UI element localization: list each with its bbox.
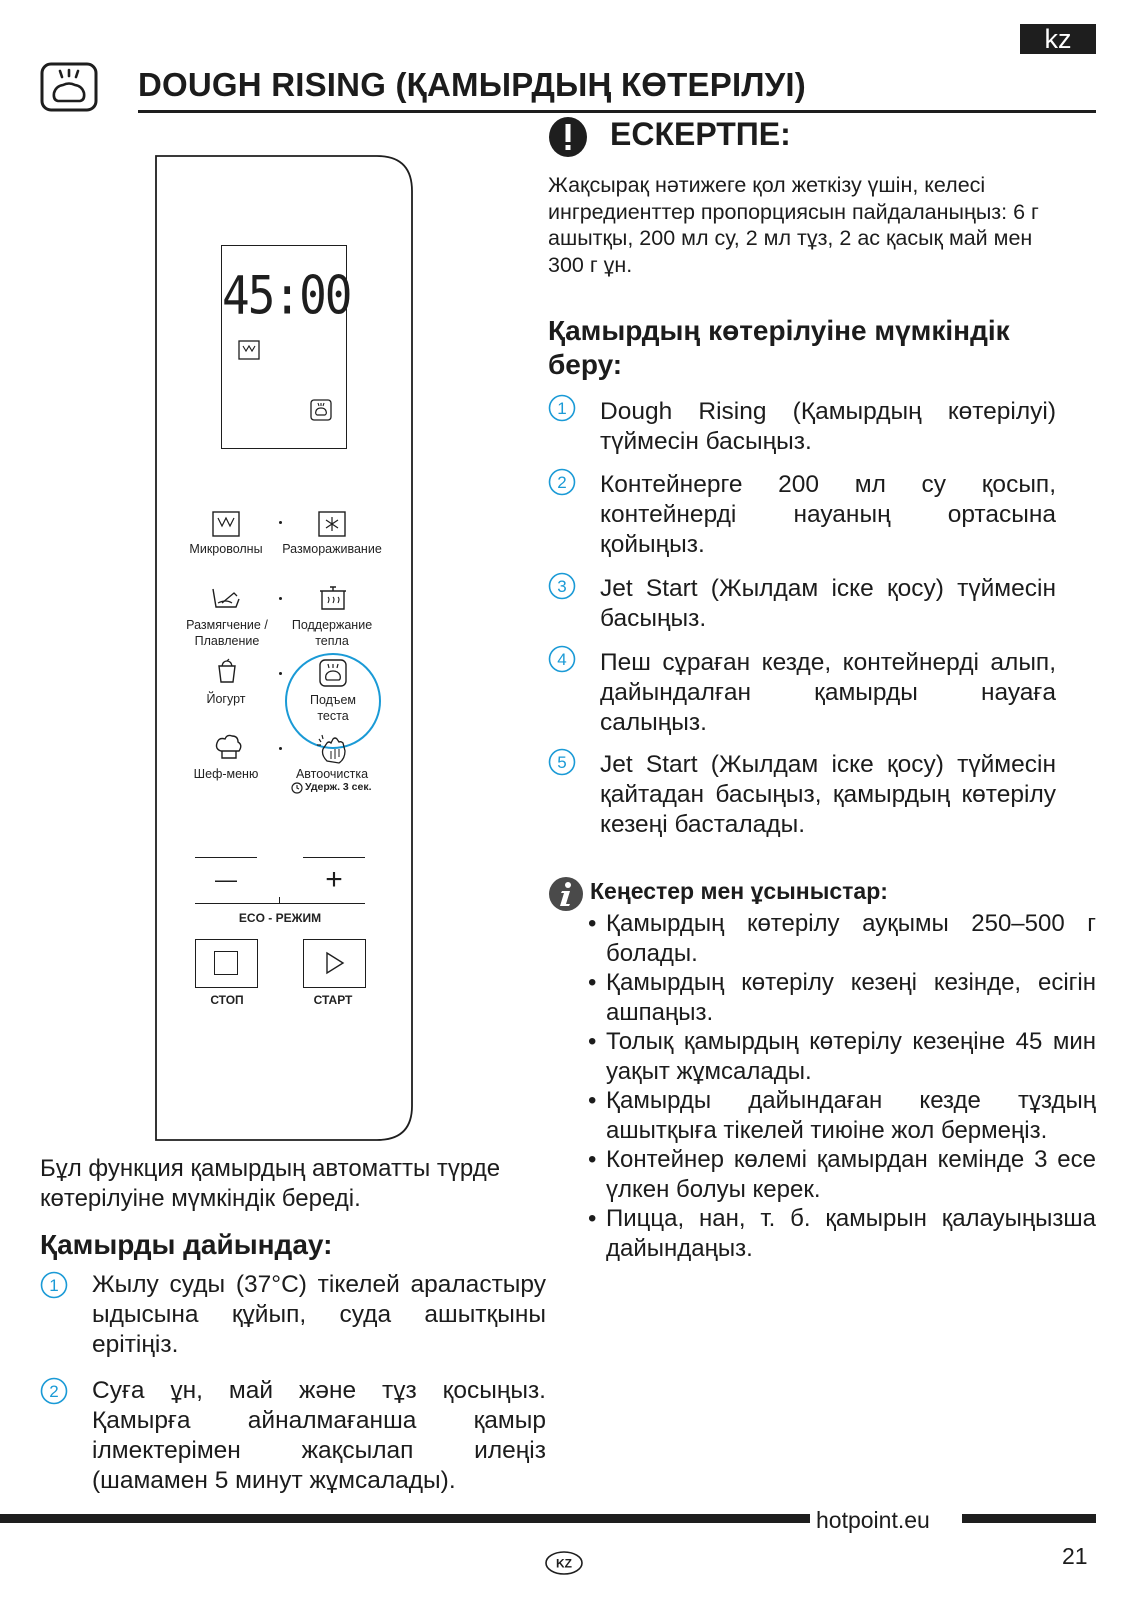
enable-step-5: Jet Start (Жылдам іске қосу) түймесін қайтадан басыңыз, қамырдың көтерілу кезеңі басталады. — [600, 751, 1056, 838]
step-number-1-icon — [548, 394, 576, 422]
step-number-text: 1 — [557, 399, 567, 418]
dough-rising-label-line1: Подъем — [309, 693, 357, 707]
soften-label — [169, 617, 285, 649]
tips-list — [588, 909, 1096, 1263]
exclamation-icon — [548, 116, 588, 158]
chef-hat-icon — [213, 733, 243, 763]
defrost-label: Размораживание — [282, 542, 382, 556]
tip-item: • Қамырды дайындаған кезде тұздың ашытқыға тікелей тиюіне жол бермеңіз. — [588, 1086, 1096, 1145]
separator-dot — [279, 597, 282, 600]
stop-square-icon — [214, 951, 238, 975]
keep-warm-label-line2: тепла — [315, 634, 349, 648]
step-number-text: 5 — [557, 753, 567, 772]
autoclean-label: Автоочистка — [295, 767, 369, 781]
kz-logo — [544, 1550, 584, 1576]
minus-button: — — [215, 867, 237, 892]
enable-step-4: Пеш сұраған кезде, контейнерді алып, дайындалған қамырды науаға салыңыз. — [600, 649, 1056, 736]
soften-label-line2: Плавление — [194, 634, 260, 648]
tips-title: Кеңестер мен ұсыныстар: — [590, 878, 888, 904]
footer-bar-left — [0, 1514, 810, 1523]
dough-mode-icon — [310, 399, 332, 421]
enable-heading: Қамырдың көтерілуіне мүмкіндік беру: — [548, 315, 1010, 380]
tip-item: • Қамырдың көтерілу кезеңі кезінде, есігін ашпаңыз. — [588, 968, 1096, 1027]
hold-clock-icon — [291, 782, 303, 794]
enable-step-2: Контейнерге 200 мл су қосып, контейнерді науаның ортасына қойыңыз. — [600, 471, 1056, 558]
prepare-step-1: Жылу суды (37°C) тікелей араластыру ыдысына құйып, суда ашытқыны ерітіңіз. — [92, 1271, 546, 1358]
hold-3sec-label: Удерж. 3 сек. — [305, 781, 372, 793]
footer-url: hotpoint.eu — [816, 1507, 930, 1533]
tip-item: • Пицца, нан, т. б. қамырын қалауыңызша дайындаңыз. — [588, 1204, 1096, 1263]
step-number-2-icon — [548, 468, 576, 496]
step-number-text: 1 — [49, 1276, 59, 1295]
title-rule — [138, 110, 1096, 113]
autoclean-icon — [315, 733, 351, 765]
step-number-text: 3 — [557, 577, 567, 596]
keep-warm-icon — [318, 583, 348, 611]
warning-title: ЕСКЕРТПЕ: — [610, 116, 791, 152]
step-number-3-icon — [548, 572, 576, 600]
start-button — [303, 939, 366, 988]
tip-item: • Контейнер көлемі қамырдан кемінде 3 есе үлкен болуы керек. — [588, 1145, 1096, 1204]
page-number: 21 — [1062, 1543, 1088, 1569]
display-timer: 45:00 — [222, 263, 351, 327]
keep-warm-label-line1: Поддержание — [291, 618, 373, 632]
minus-top-line — [195, 857, 257, 858]
footer-bar-right — [962, 1514, 1096, 1523]
stop-label: СТОП — [210, 993, 244, 1007]
eco-mode-label: ECO - РЕЖИМ — [238, 911, 322, 925]
kz-logo-text: KZ — [556, 1556, 572, 1571]
separator-dot — [279, 672, 282, 675]
info-icon — [548, 876, 584, 912]
soften-label-line1: Размягчение / — [186, 618, 268, 632]
defrost-icon — [318, 511, 346, 537]
tip-item: • Қамырдың көтерілу ауқымы 250–500 г болады. — [588, 909, 1096, 968]
dough-rising-label-line2: теста — [317, 709, 349, 723]
yogurt-icon — [215, 658, 239, 684]
separator-dot — [279, 521, 282, 524]
step-number-4-icon — [548, 645, 576, 673]
page-title: DOUGH RISING (ҚАМЫРДЫҢ КӨТЕРІЛУІ) — [138, 66, 806, 103]
step-number-text: 2 — [49, 1382, 59, 1401]
keep-warm-label — [273, 617, 391, 649]
microwave-icon — [212, 511, 240, 537]
prepare-step-2: Суға ұн, май және тұз қосыңыз. Қамырға айналмағанша қамыр ілмектерімен жақсылап илеңіз (шамамен 5 минут жұмсалады). — [92, 1377, 546, 1494]
yogurt-label: Йогурт — [206, 692, 246, 706]
language-tab: kz — [1020, 24, 1096, 54]
chef-menu-label: Шеф-меню — [193, 767, 259, 781]
prepare-heading: Қамырды дайындау: — [40, 1229, 333, 1260]
play-icon — [325, 951, 345, 975]
dough-rising-icon — [40, 62, 98, 112]
separator-dot — [279, 747, 282, 750]
step-number-text: 2 — [557, 473, 567, 492]
step-number-text: 4 — [557, 650, 567, 669]
microwave-mode-icon — [238, 340, 260, 360]
soften-melt-icon — [210, 585, 242, 611]
display-screen — [221, 245, 351, 449]
control-panel-illustration — [155, 155, 414, 1142]
warning-text: Жақсырақ нәтижеге қол жеткізу үшін, келесі ингредиенттер пропорциясын пайдаланыңыз: 6 г ашытқы, 200 мл су, 2 мл тұз, 2 ас қасық май мен 300 г ұн. — [548, 173, 1039, 277]
step-number-1-icon — [40, 1271, 68, 1299]
enable-step-1: Dough Rising (Қамырдың көтерілуі) түймесін басыңыз. — [600, 398, 1056, 455]
enable-step-3: Jet Start (Жылдам іске қосу) түймесін басыңыз. — [600, 575, 1056, 632]
plus-button: + — [325, 863, 343, 896]
stop-button — [195, 939, 258, 988]
intro-text: Бұл функция қамырдың автоматты түрде көтерілуіне мүмкіндік береді. — [40, 1155, 501, 1212]
start-label: СТАРТ — [313, 993, 353, 1007]
tip-item: • Толық қамырдың көтерілу кезеңіне 45 мин уақыт жұмсалады. — [588, 1027, 1096, 1086]
plus-top-line — [303, 857, 365, 858]
step-number-2-icon — [40, 1377, 68, 1405]
eco-tick — [279, 897, 280, 904]
step-number-5-icon — [548, 748, 576, 776]
microwave-label: Микроволны — [189, 542, 263, 556]
